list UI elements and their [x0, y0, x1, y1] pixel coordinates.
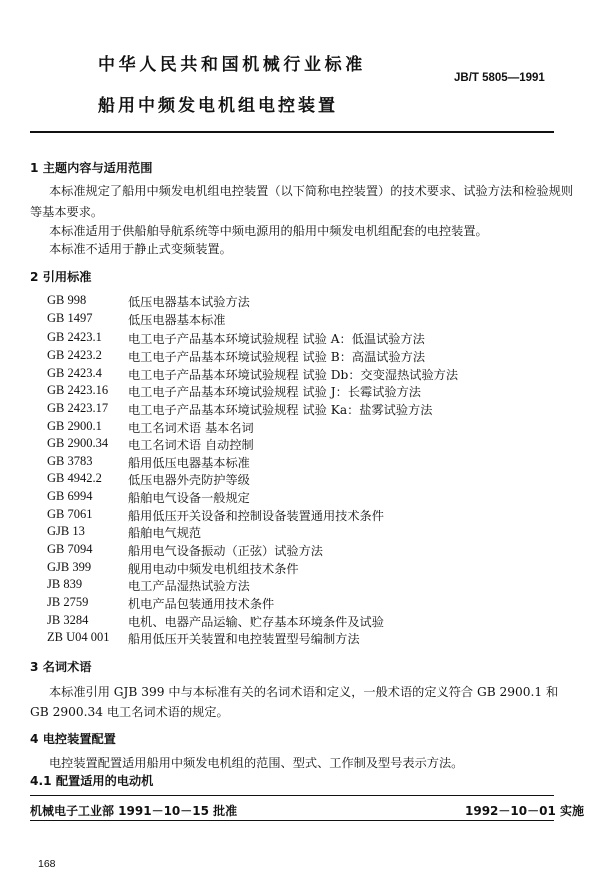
header-rule: [30, 131, 554, 133]
footer-rule: [30, 795, 554, 796]
ref-code: GB 7061: [47, 507, 93, 521]
section-1-paragraph-3: 本标准不适用于静止式变频装置。: [49, 242, 232, 256]
ref-code: GB 2423.16: [47, 383, 109, 397]
implementation-date: 1992－10－01 实施: [465, 804, 584, 818]
ref-name: 电工电子产品基本环境试验规程 试验 Db：交变湿热试验方法: [128, 368, 459, 382]
standard-title: 中华人民共和国机械行业标准: [98, 55, 366, 75]
ref-code: GB 2900.34: [47, 436, 109, 450]
section-4-heading: 4 电控装置配置: [30, 732, 116, 746]
ref-name: 电工名词术语 自动控制: [128, 438, 254, 452]
ref-code: GB 3783: [47, 454, 93, 468]
ref-name: 机电产品包装通用技术条件: [128, 597, 275, 611]
document-title: 船用中频发电机组电控装置: [98, 96, 338, 116]
ref-code: GB 2423.4: [47, 366, 102, 380]
ref-code: GB 6994: [47, 489, 93, 503]
footer-bottom-rule: [30, 820, 554, 821]
section-3-paragraph-line-1: 本标准引用 GJB 399 中与本标准有关的名词术语和定义，一般术语的定义符合 GB 2900.1 和: [49, 685, 559, 699]
section-2-heading: 2 引用标准: [30, 270, 92, 284]
ref-code: JB 3284: [47, 613, 89, 627]
section-3-heading: 3 名词术语: [30, 660, 92, 674]
ref-name: 低压电器外壳防护等级: [128, 473, 250, 487]
ref-name: 低压电器基本标准: [128, 313, 226, 327]
ref-code: GB 2900.1: [47, 419, 102, 433]
section-1-heading: 1 主题内容与适用范围: [30, 161, 153, 175]
ref-name: 船用低压开关设备和控制设备装置通用技术条件: [128, 509, 384, 523]
ref-name: 电工电子产品基本环境试验规程 试验 Ka：盐雾试验方法: [128, 403, 433, 417]
ref-code: GB 7094: [47, 542, 93, 556]
ref-name: 电工电子产品基本环境试验规程 试验 J：长霉试验方法: [128, 385, 421, 399]
page-number: 168: [38, 858, 56, 870]
ref-name: 船舶电气设备一般规定: [128, 491, 250, 505]
ref-code: ZB U04 001: [47, 630, 110, 644]
ref-code: GB 1497: [47, 311, 93, 325]
section-1-paragraph-1-line-1: 本标准规定了船用中频发电机组电控装置（以下简称电控装置）的技术要求、试验方法和检验规则: [49, 184, 574, 198]
section-3-paragraph-line-2: GB 2900.34 电工名词术语的规定。: [30, 705, 229, 719]
ref-name: 电工电子产品基本环境试验规程 试验 A：低温试验方法: [128, 332, 425, 346]
ref-code: JB 839: [47, 577, 83, 591]
section-4-paragraph: 电控装置配置适用船用中频发电机组的范围、型式、工作制及型号表示方法。: [49, 756, 464, 770]
ref-code: GJB 13: [47, 524, 85, 538]
section-1-paragraph-1-line-2: 等基本要求。: [30, 205, 104, 219]
ref-code: GB 2423.2: [47, 348, 102, 362]
ref-name: 船用低压开关装置和电控装置型号编制方法: [128, 632, 360, 646]
section-1-paragraph-2: 本标准适用于供船舶导航系统等中频电源用的船用中频发电机组配套的电控装置。: [49, 224, 488, 238]
ref-name: 船舶电气规范: [128, 526, 202, 540]
section-4-1-heading: 4.1 配置适用的电动机: [30, 774, 154, 788]
ref-name: 船用低压电器基本标准: [128, 456, 250, 470]
approval-date: 机械电子工业部 1991－10－15 批准: [30, 804, 238, 818]
ref-code: JB 2759: [47, 595, 89, 609]
ref-name: 低压电器基本试验方法: [128, 295, 250, 309]
ref-name: 电机、电器产品运输、贮存基本环境条件及试验: [128, 615, 384, 629]
ref-name: 船用电气设备振动（正弦）试验方法: [128, 544, 323, 558]
ref-name: 电工产品湿热试验方法: [128, 579, 250, 593]
ref-code: GB 998: [47, 293, 87, 307]
ref-code: GB 2423.17: [47, 401, 109, 415]
ref-name: 电工名词术语 基本名词: [128, 421, 254, 435]
standard-code: JB/T 5805—1991: [454, 72, 545, 84]
ref-name: 电工电子产品基本环境试验规程 试验 B：高温试验方法: [128, 350, 426, 364]
ref-code: GJB 399: [47, 560, 92, 574]
ref-name: 舰用电动中频发电机组技术条件: [128, 562, 299, 576]
ref-code: GB 4942.2: [47, 471, 102, 485]
ref-code: GB 2423.1: [47, 330, 102, 344]
